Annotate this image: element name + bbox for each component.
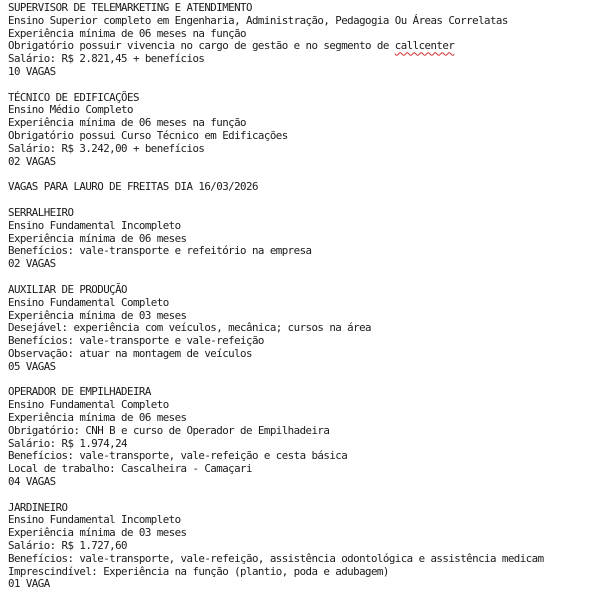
listing-title: SUPERVISOR DE TELEMARKETING E ATENDIMENTO — [8, 1, 252, 14]
listing-line: Observação: atuar na montagem de veículos — [8, 346, 252, 360]
job-listing — [8, 2, 596, 79]
listing-line: Ensino Fundamental Incompleto — [8, 218, 181, 232]
listing-line: Experiência mínima de 06 meses — [8, 231, 187, 245]
listing-line: Ensino Fundamental Completo — [8, 295, 169, 309]
listing-title: VAGAS PARA LAURO DE FREITAS DIA 16/03/2026 — [8, 180, 258, 194]
listing-line: Benefícios: vale-transporte, vale-refeição, assistência odontológica e assistência medicam — [8, 551, 544, 565]
blank-line — [8, 79, 596, 92]
listing-line: Obrigatório: CNH B e curso de Operador de Empilhadeira — [8, 423, 330, 437]
job-listing — [8, 92, 596, 169]
listing-line: Ensino Fundamental Incompleto — [8, 513, 181, 527]
listing-line: 10 VAGAS — [8, 64, 56, 78]
job-listing — [8, 207, 596, 271]
listing-title: JARDINEIRO — [8, 500, 68, 514]
listing-title: AUXILIAR DE PRODUÇÃO — [8, 282, 128, 296]
job-listing — [8, 386, 596, 488]
listing-line: Experiência mínima de 03 meses — [8, 308, 187, 322]
listing-line: 01 VAGA — [8, 577, 50, 591]
listing-line: 04 VAGAS — [8, 474, 56, 488]
listing-line: Experiência mínima de 03 meses — [8, 526, 187, 540]
listing-title: OPERADOR DE EMPILHADEIRA — [8, 385, 151, 399]
listing-line: Ensino Superior completo em Engenharia, Administração, Pedagogia Ou Áreas Correlatas — [8, 13, 508, 27]
document-body — [8, 2, 596, 591]
listing-line: Ensino Fundamental Completo — [8, 398, 169, 412]
section-heading — [8, 181, 596, 194]
listing-line: 05 VAGAS — [8, 359, 56, 373]
listing-line: Salário: R$ 2.821,45 + benefícios — [8, 52, 205, 66]
listing-line: Local de trabalho: Cascalheira - Camaçari — [8, 462, 252, 476]
listing-line: Salário: R$ 1.974,24 — [8, 436, 128, 450]
listing-title: TÉCNICO DE EDIFICAÇÕES — [8, 90, 139, 104]
blank-line — [8, 271, 596, 284]
listing-line: 02 VAGAS — [8, 257, 56, 271]
listing-line: Desejável: experiência com veículos, mecânica; cursos na área — [8, 321, 371, 335]
job-listing — [8, 284, 596, 374]
listing-line: Experiência mínima de 06 meses na função — [8, 116, 247, 130]
spellcheck-flagged-word: callcenter — [394, 39, 455, 53]
listing-line: Benefícios: vale-transporte e refeitório na empresa — [8, 244, 312, 258]
job-listing — [8, 502, 596, 592]
listing-line: Ensino Médio Completo — [8, 103, 133, 117]
listing-line: Salário: R$ 3.242,00 + benefícios — [8, 141, 205, 155]
blank-line — [8, 194, 596, 207]
listing-title: SERRALHEIRO — [8, 206, 74, 220]
listing-line: Experiência mínima de 06 meses — [8, 410, 187, 424]
listing-line: Benefícios: vale-transporte e vale-refeição — [8, 334, 264, 348]
blank-line — [8, 489, 596, 502]
listing-line: Obrigatório possui Curso Técnico em Edificações — [8, 129, 288, 143]
listing-line: Experiência mínima de 06 meses na função — [8, 26, 247, 40]
listing-line: Benefícios: vale-transporte, vale-refeição e cesta básica — [8, 449, 348, 463]
listing-line: Salário: R$ 1.727,60 — [8, 539, 128, 553]
listing-line: Imprescindível: Experiência na função (plantio, poda e adubagem) — [8, 564, 389, 578]
line-text: Obrigatório possuir vivencia no cargo de gestão e no segmento de — [8, 39, 395, 53]
listing-line: 02 VAGAS — [8, 154, 56, 168]
